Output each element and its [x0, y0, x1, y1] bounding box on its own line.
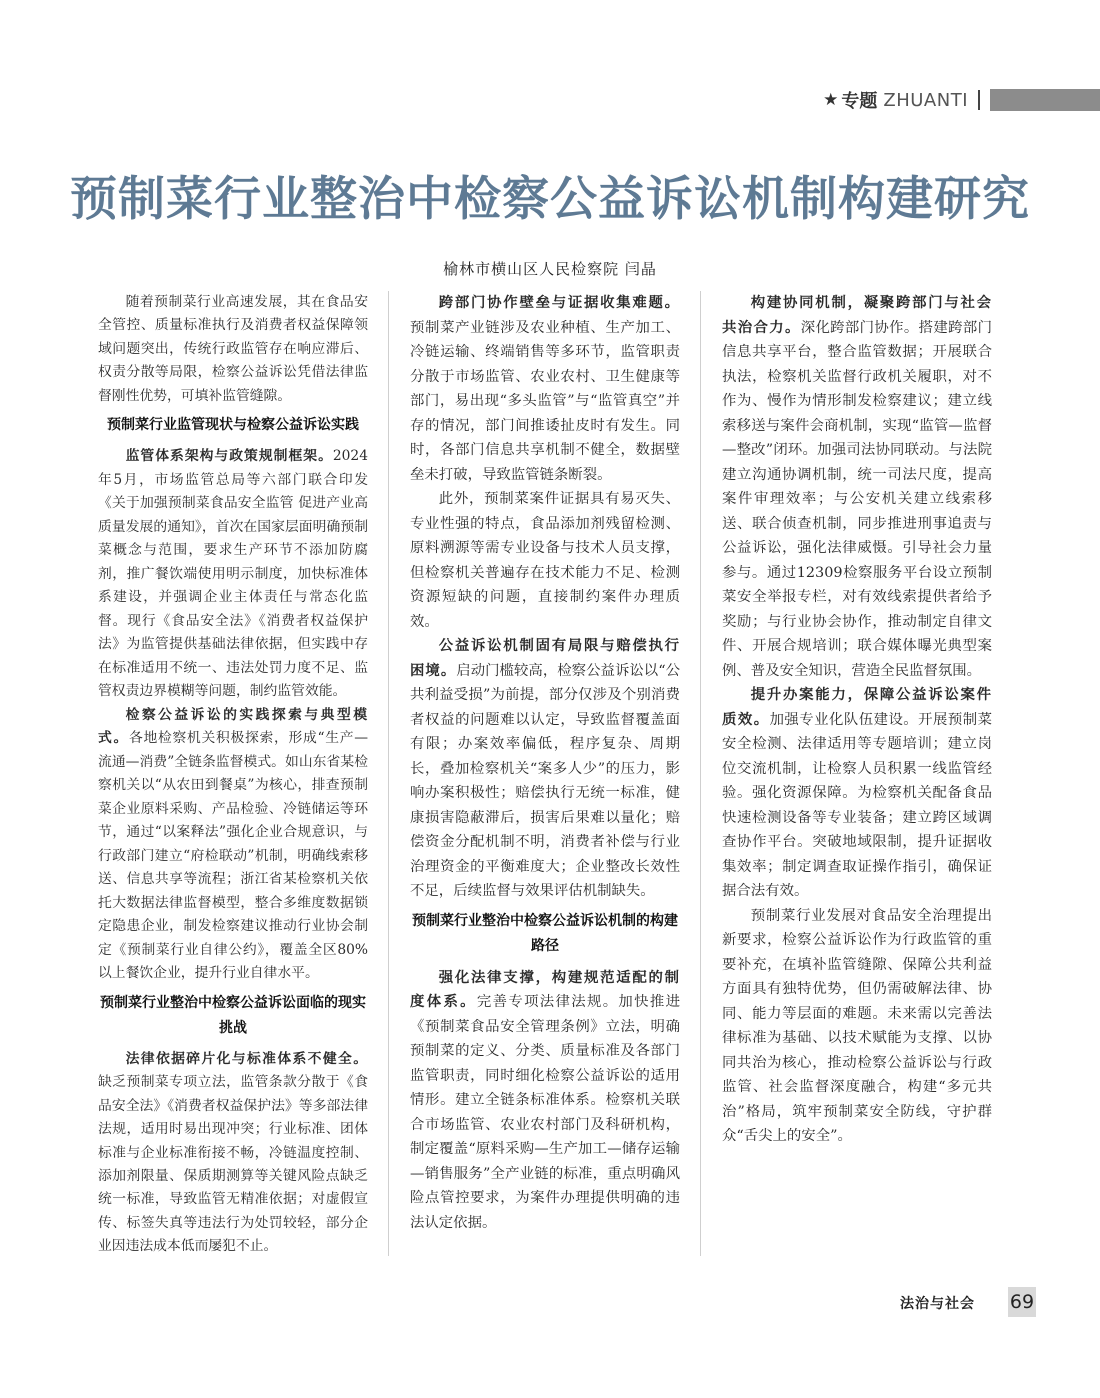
section-heading-3: 预制菜行业整治中检察公益诉讼机制的构建路径 [412, 912, 678, 954]
paragraph [410, 291, 680, 487]
column-divider [700, 291, 701, 1256]
conclusion-paragraph: 预制菜行业发展对食品安全治理提出新要求，检察公益诉讼作为行政监管的重要补充，在填补监管缝隙、保障公共利益方面具有独特优势，但仍需破解法律、协同、能力等层面的难题。未来需以完善法律标准为基础、以技术赋能为支撑、以协同共治为核心，推动检察公益诉讼与行政监管、社会监督深度融合，构建“多元共治”格局，筑牢预制菜安全防线，守护群众“舌尖上的安全”。 [722, 907, 992, 1144]
article-title: 预制菜行业整治中检察公益诉讼机制构建研究 [70, 172, 1030, 227]
paragraph-body: 深化跨部门协作。搭建跨部门信息共享平台，整合监管数据；开展联合执法，检察机关监督行政机关履职，对不作为、慢作为情形制发检察建议；建立线索移送与案件会商机制，实现“监管—监督—整改”闭环。加强司法协同联动。与法院建立沟通协调机制，统一司法尺度，提高案件审理效率；与公安机关建立线索移送、联合侦查机制，同步推进刑事追责与公益诉讼，强化法律威慑。引导社会力量参与。通过12309检察服务平台设立预制菜安全举报专栏，对有效线索提供者给予奖励；与行业协会协作，推动制定自律文件、开展合规培训；联合媒体曝光典型案例、普及安全知识，营造全民监督氛围。 [722, 319, 992, 679]
paragraph-body: 启动门槛较高，检察公益诉讼以“公共利益受损”为前提，部分仅涉及个别消费者权益的问题难以认定，导致监督覆盖面有限；办案效率偏低，程序复杂、周期长，叠加检察机关“案多人少”的压力，影响办案积极性；赔偿执行无统一标准，健康损害隐蔽滞后，损害后果难以量化；赔偿资金分配机制不明，消费者补偿与行业治理资金的平衡难度大；企业整改长效性不足，后续监督与效果评估机制缺失。 [410, 662, 680, 899]
paragraph [98, 445, 368, 703]
star-icon: ★ [823, 90, 839, 110]
paragraph-body: 缺乏预制菜专项立法，监管条款分散于《食品安全法》《消费者权益保护法》等多部法律法规，适用时易出现冲突；行业标准、团体标准与企业标准衔接不畅，冷链温度控制、添加剂限量、保质期测算等关键风险点缺乏统一标准，导致监管无精准依据；对虚假宣传、标签失真等违法行为处罚较轻，部分企业因违法成本低而屡犯不止。 [98, 1074, 368, 1255]
paragraph-lead: 检察公益诉讼的实践探索与典型模式。 [98, 706, 368, 747]
section-heading-2: 预制菜行业整治中检察公益诉讼面临的现实挑战 [100, 994, 366, 1036]
paragraph-body: 完善专项法律法规。加快推进《预制菜食品安全管理条例》立法，明确预制菜的定义、分类、质量标准及各部门监管职责，同时细化检察公益诉讼的适用情形。建立全链条标准体系。检察机关联合市场监管、农业农村部门及科研机构，制定覆盖“原料采购—生产加工—储存运输—销售服务”全产业链的标准，重点明确风险点管控要求，为案件办理提供明确的违法认定依据。 [410, 994, 680, 1231]
page-number: 69 [1008, 1287, 1036, 1317]
paragraph [410, 634, 680, 904]
column-3 [722, 291, 992, 1149]
paragraph-lead: 跨部门协作壁垒与证据收集难题。 [438, 294, 680, 311]
paragraph [722, 683, 992, 904]
paragraph-body: 2024年5月，市场监管总局等六部门联合印发《关于加强预制菜食品安全监管 促进产业高质量发展的通知》，首次在国家层面明确预制菜概念与范围，要求生产环节不添加防腐剂，推广餐饮端使用明示制度，加快标准体系建设，并强调企业主体责任与常态化监督。现行《食品安全法》《消费者权益保护法》为监管提供基础法律依据，但实践中存在标准适用不统一、违法处罚力度不足、监管权责边界模糊等问题，制约监管效能。 [98, 448, 368, 700]
paragraph-body: 加强专业化队伍建设。开展预制菜安全检测、法律适用等专题培训；建立岗位交流机制，让检察人员积累一线监管经验。强化资源保障。为检察机关配备食品快速检测设备等专业装备；建立跨区域调查协作平台。突破地域限制，提升证据收集效率；制定调查取证操作指引，确保证据合法有效。 [722, 711, 992, 899]
column-2 [410, 291, 680, 1235]
header-divider [978, 90, 980, 110]
paragraph-lead: 法律依据碎片化与标准体系不健全。 [125, 1050, 368, 1067]
paragraph [98, 1048, 368, 1259]
header-bar [990, 89, 1100, 111]
section-header [823, 89, 1100, 111]
section-label-en: ZHUANTI [883, 89, 968, 111]
author-line: 榆林市横山区人民检察院 闫晶 [443, 260, 657, 278]
paragraph [98, 704, 368, 986]
paragraph: 此外，预制菜案件证据具有易灭失、专业性强的特点，食品添加剂残留检测、原料溯源等需专业设备与技术人员支撑，但检察机关普遍存在技术能力不足、检测资源短缺的问题，直接制约案件办理质效。 [410, 491, 680, 630]
paragraph-lead: 公益诉讼机制固有局限与赔偿执行困境。 [410, 637, 680, 679]
section-label: 专题 [841, 91, 878, 112]
column-1 [98, 291, 368, 1259]
paragraph [722, 291, 992, 683]
section-heading-1: 预制菜行业监管现状与检察公益诉讼实践 [107, 417, 359, 434]
paragraph-body: 预制菜产业链涉及农业种植、生产加工、冷链运输、终端销售等多环节，监管职责分散于市场监管、农业农村、卫生健康等部门，易出现“多头监管”与“监管真空”并存的情况，部门间推诿扯皮时有发生。同时，各部门信息共享机制不健全，数据壁垒未打破，导致监管链条断裂。 [410, 319, 680, 483]
paragraph-lead: 强化法律支撑，构建规范适配的制度体系。 [410, 968, 680, 1010]
paragraph [410, 966, 680, 1236]
intro-paragraph: 随着预制菜行业高速发展，其在食品安全管控、质量标准执行及消费者权益保障领域问题突出，传统行政监管存在响应滞后、权责分散等局限，检察公益诉讼凭借法律监督刚性优势，可填补监管缝隙。 [98, 294, 368, 404]
paragraph-lead: 构建协同机制，凝聚跨部门与社会共治合力。 [722, 294, 992, 336]
journal-name: 法治与社会 [900, 1296, 975, 1312]
column-divider [388, 291, 389, 1256]
paragraph-lead: 监管体系架构与政策规制框架。 [125, 448, 333, 465]
paragraph-lead: 提升办案能力，保障公益诉讼案件质效。 [722, 686, 992, 728]
paragraph-body: 各地检察机关积极探索，形成“生产—流通—消费”全链条监督模式。如山东省某检察机关以“从农田到餐桌”为核心，排查预制菜企业原料采购、产品检验、冷链储运等环节，通过“以案释法”强化企业合规意识，与行政部门建立“府检联动”机制，明确线索移送、信息共享等流程；浙江省某检察机关依托大数据法律监督模型，整合多维度数据锁定隐患企业，制发检察建议推动行业协会制定《预制菜行业自律公约》，覆盖全区80%以上餐饮企业，提升行业自律水平。 [98, 730, 368, 982]
